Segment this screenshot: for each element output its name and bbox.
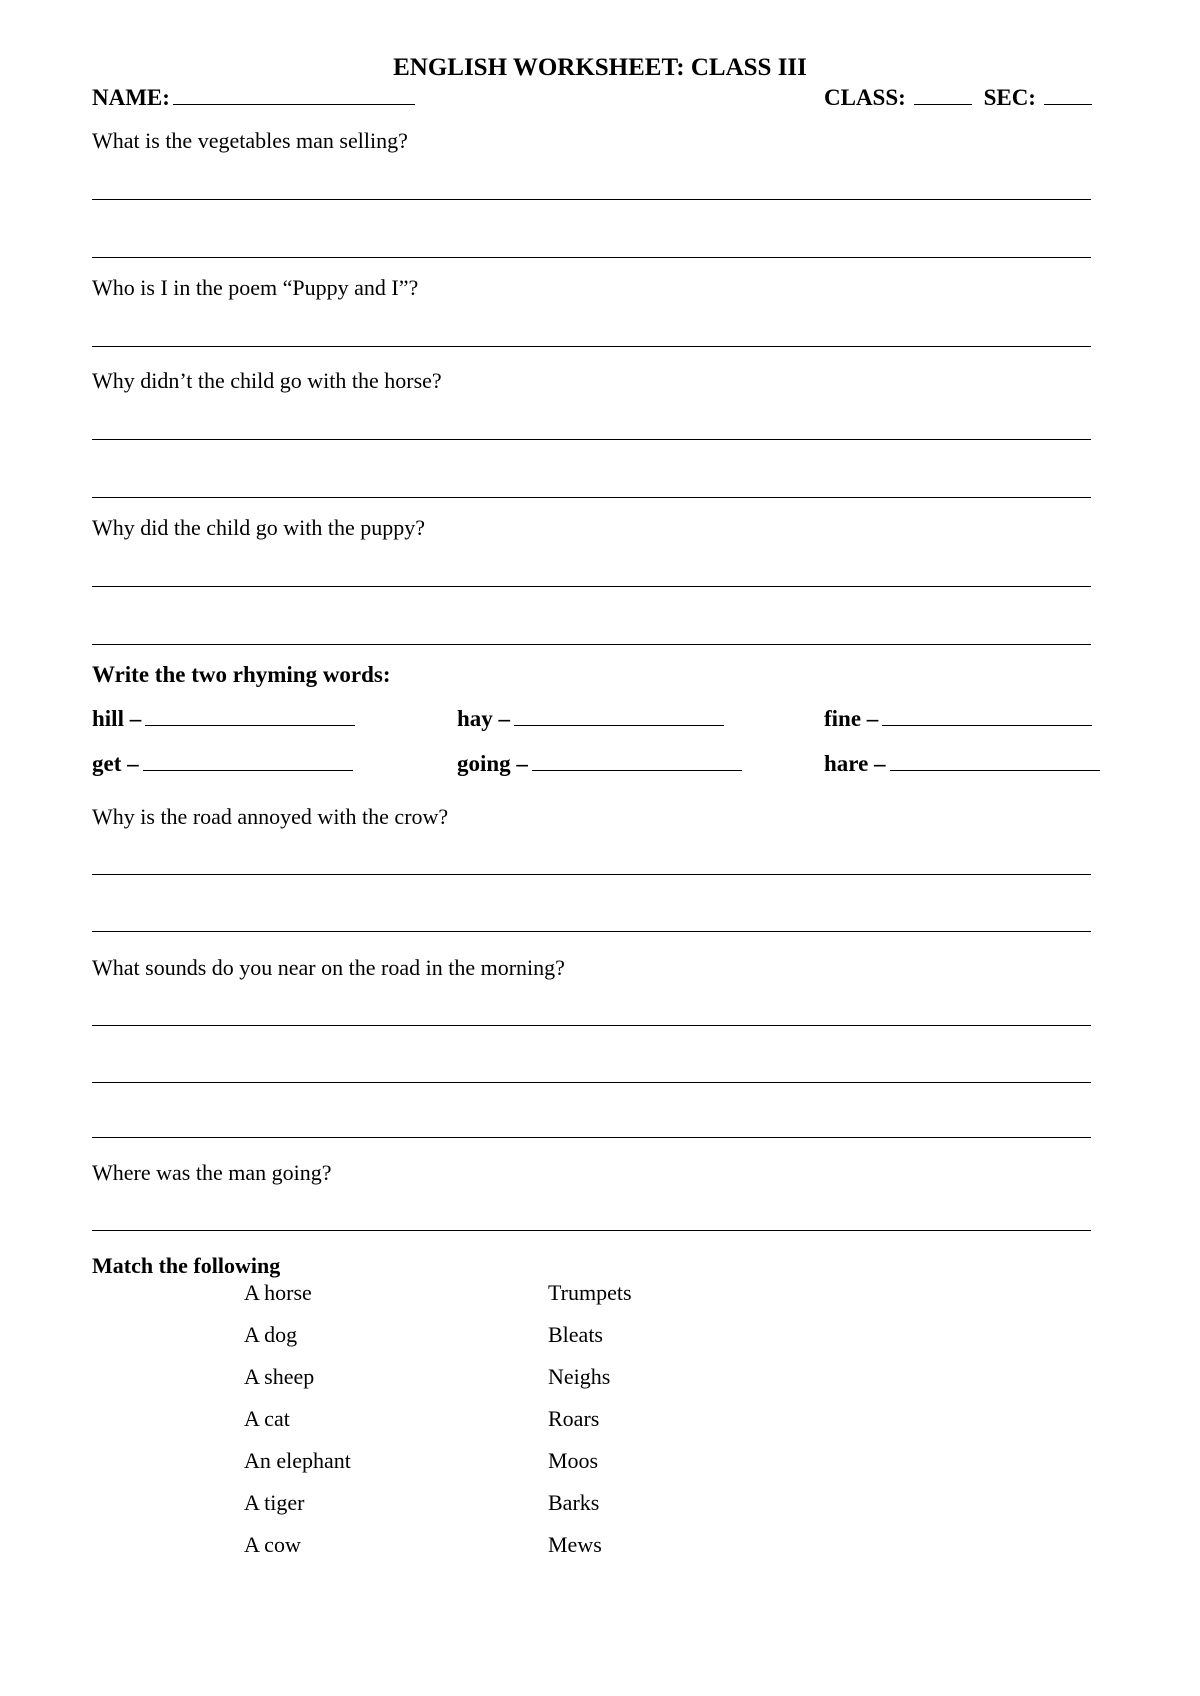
rhyme-word: hare – [824,751,886,776]
answer-line[interactable] [92,586,1091,587]
match-right-item: Trumpets [548,1280,632,1305]
match-left-item: A cat [244,1406,290,1431]
rhyme-blank[interactable] [532,752,742,771]
question-4: Why did the child go with the puppy? [92,515,425,540]
sec-blank[interactable] [1044,84,1092,105]
rhyme-item-going [457,751,742,777]
answer-line[interactable] [92,1137,1091,1138]
match-right-item: Neighs [548,1364,611,1389]
match-right-item: Roars [548,1406,600,1431]
question-2: Who is I in the poem “Puppy and I”? [92,275,419,300]
rhyming-heading: Write the two rhyming words: [92,662,391,687]
answer-line[interactable] [92,439,1091,440]
sec-label: SEC: [983,85,1036,110]
match-right-item: Barks [548,1490,600,1515]
rhyme-item-get [92,751,353,777]
rhyme-blank[interactable] [882,707,1092,726]
answer-line[interactable] [92,257,1091,258]
match-left-item: A dog [244,1322,298,1347]
match-left-item: A tiger [244,1490,305,1515]
match-right-item: Bleats [548,1322,603,1347]
rhyme-item-hay [457,706,724,732]
match-left-item: A horse [244,1280,312,1305]
rhyme-word: fine – [824,706,879,731]
answer-line[interactable] [92,497,1091,498]
question-6: What sounds do you near on the road in the morning? [92,955,565,980]
question-5: Why is the road annoyed with the crow? [92,804,449,829]
match-heading: Match the following [92,1253,281,1278]
name-field [92,84,415,111]
answer-line[interactable] [92,199,1091,200]
name-label: NAME: [92,85,170,110]
worksheet-title: ENGLISH WORKSHEET: CLASS III [393,54,807,81]
class-label: CLASS: [824,85,906,110]
rhyme-word: hill – [92,706,142,731]
match-left-item: An elephant [244,1448,351,1473]
answer-line[interactable] [92,874,1091,875]
question-1: What is the vegetables man selling? [92,128,408,153]
answer-line[interactable] [92,644,1091,645]
rhyme-word: get – [92,751,139,776]
rhyme-blank[interactable] [143,752,353,771]
rhyme-item-fine [824,706,1092,732]
rhyme-word: hay – [457,706,511,731]
match-right-item: Moos [548,1448,599,1473]
rhyme-item-hill [92,706,355,732]
question-3: Why didn’t the child go with the horse? [92,368,442,393]
name-blank[interactable] [173,84,415,105]
answer-line[interactable] [92,346,1091,347]
match-right-item: Mews [548,1532,602,1557]
rhyme-item-hare [824,751,1100,777]
match-left-item: A cow [244,1532,301,1557]
rhyme-blank[interactable] [514,707,724,726]
match-left-item: A sheep [244,1364,315,1389]
answer-line[interactable] [92,931,1091,932]
rhyme-blank[interactable] [890,752,1100,771]
class-blank[interactable] [914,84,972,105]
rhyme-blank[interactable] [145,707,355,726]
answer-line[interactable] [92,1082,1091,1083]
rhyme-word: going – [457,751,528,776]
answer-line[interactable] [92,1230,1091,1231]
class-sec-field [824,84,1092,111]
question-7: Where was the man going? [92,1160,332,1185]
answer-line[interactable] [92,1025,1091,1026]
